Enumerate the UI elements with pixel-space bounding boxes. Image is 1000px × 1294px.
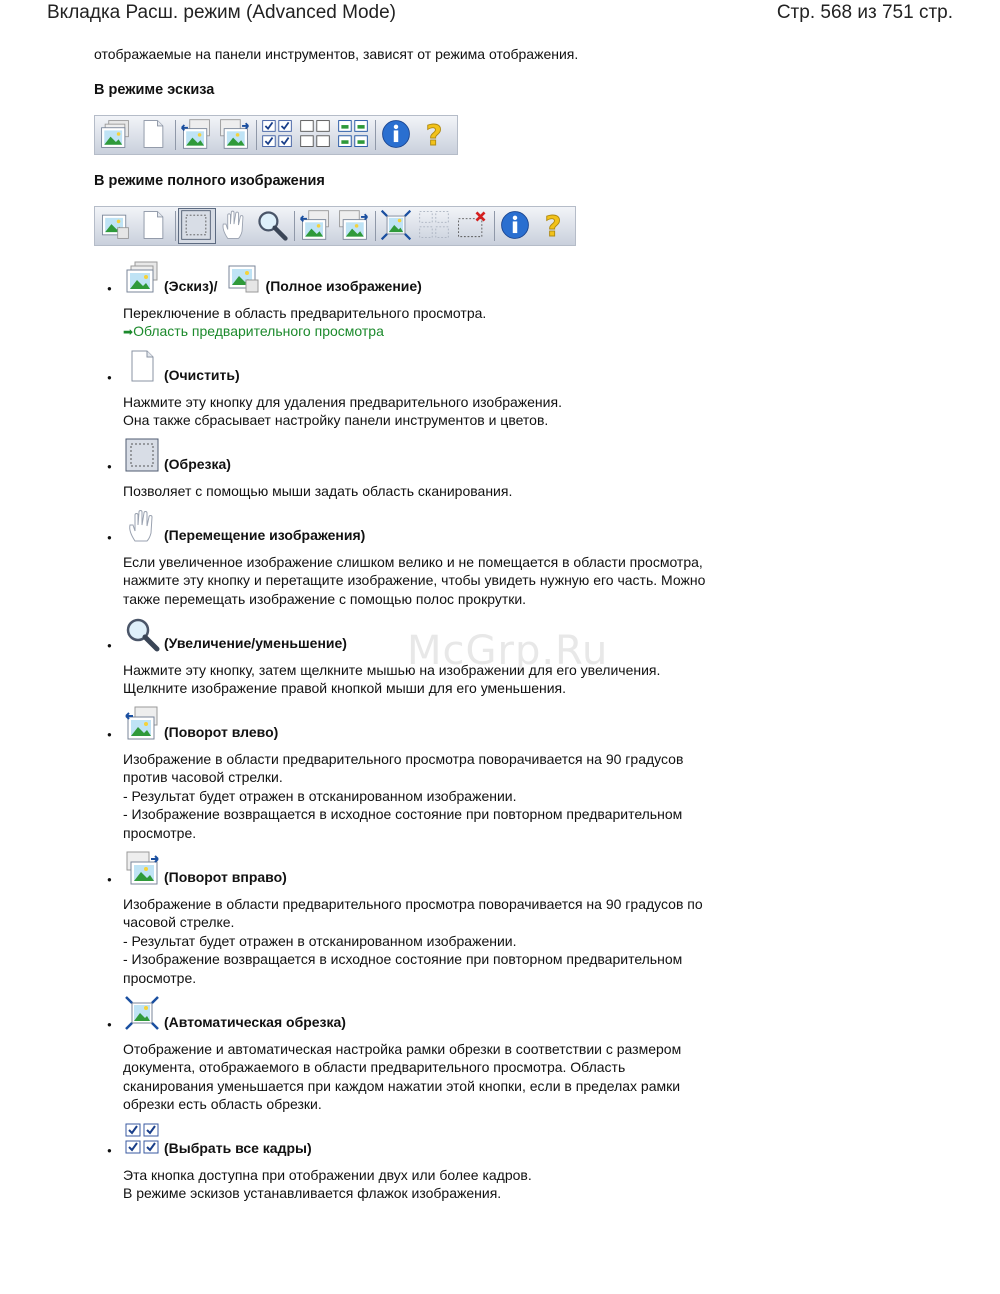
arrow-right-icon: ➡ [123, 325, 134, 340]
zoom-button[interactable] [254, 208, 292, 244]
description-line: обрезки есть область обрезки. [123, 1096, 322, 1113]
item-title: (Автоматическая обрезка) [164, 1014, 346, 1030]
description-line: часовой стрелке. [123, 914, 235, 931]
bullet: ● [107, 1146, 112, 1155]
auto-crop-icon [123, 994, 161, 1032]
toggle-frames-icon [336, 117, 372, 153]
bullet: ● [107, 875, 112, 884]
description-line: - Результат будет отражен в отсканированном изображении. [123, 787, 517, 804]
rotate-right-button[interactable] [335, 208, 373, 244]
item-heading [123, 704, 278, 742]
rotate-left-icon [179, 117, 215, 153]
description-line: Переключение в область предварительного просмотра. [123, 305, 487, 321]
svg-text:?: ? [544, 209, 562, 242]
move-image-icon [123, 507, 161, 545]
crop-icon [123, 436, 161, 474]
description-line: Если увеличенное изображение слишком велико и не помещается в области просмотра, [123, 554, 703, 570]
toolbar-whole-image-mode [94, 206, 576, 246]
help-button[interactable] [535, 208, 573, 244]
item-heading [123, 507, 365, 545]
description-line: - Изображение возвращается в исходное состояние при повторном предварительном [123, 951, 683, 968]
toolbar-separator [294, 211, 295, 241]
info-button[interactable] [378, 117, 416, 153]
item-heading [123, 615, 347, 653]
clear-button[interactable] [135, 208, 173, 244]
bullet: ● [107, 462, 112, 471]
description-line: против часовой стрелки. [123, 769, 283, 786]
item-description [123, 1166, 763, 1203]
description-line: - Результат будет отражен в отсканированном изображении. [123, 932, 517, 949]
zoom-icon [123, 615, 161, 653]
description-line: нажмите эту кнопку и перетащите изображение, чтобы увидеть нужную его часть. Можно [123, 572, 706, 589]
help-icon [536, 208, 572, 244]
bullet: ● [107, 373, 112, 382]
description-line: также перемещать изображение с помощью полос прокрутки. [123, 590, 527, 607]
item-title: (Выбрать все кадры) [164, 1140, 312, 1156]
clear-icon [123, 347, 161, 385]
help-icon [417, 117, 453, 153]
toolbar-separator [256, 120, 257, 150]
item-heading [123, 258, 422, 296]
rotate-right-icon [123, 849, 161, 887]
description-line: Эта кнопка доступна при отображении двух или более кадров. [123, 1167, 532, 1183]
thumbnail-icon [123, 258, 161, 296]
thumbnail-icon [98, 117, 134, 153]
clear-button[interactable] [135, 117, 173, 153]
header-title: Вкладка Расш. режим (Advanced Mode) [47, 2, 396, 23]
link-label[interactable]: Область предварительного просмотра [133, 323, 384, 340]
item-heading [123, 436, 231, 474]
description-line: Изображение в области предварительного просмотра поворачивается на 90 градусов по [123, 896, 703, 912]
select-all-crop-frames-button[interactable] [416, 208, 454, 244]
item-title: (Увеличение/уменьшение) [164, 635, 347, 651]
crop-icon [179, 208, 215, 244]
preview-area-link[interactable] [123, 322, 763, 341]
item-description [123, 482, 763, 500]
item-title: (Обрезка) [164, 456, 231, 472]
rotate-left-button[interactable] [297, 208, 335, 244]
item-description [123, 661, 763, 698]
section-title-thumbnail: В режиме эскиза [94, 82, 215, 98]
section-title-whole-image: В режиме полного изображения [94, 173, 325, 189]
description-line: сканирования уменьшается при каждом нажатии этой кнопки, если в пределах рамки [123, 1077, 681, 1094]
item-heading [123, 347, 240, 385]
bullet: ● [107, 641, 112, 650]
toolbar-separator [175, 211, 176, 241]
item-title: (Перемещение изображения) [164, 527, 366, 543]
bullet: ● [107, 730, 112, 739]
move-image-button[interactable] [216, 208, 254, 244]
description-line: Позволяет с помощью мыши задать область сканирования. [123, 483, 513, 499]
select-all-frames-icon [123, 1120, 161, 1158]
item-description [123, 553, 763, 608]
remove-crop-frame-button[interactable] [454, 208, 492, 244]
intro-text: отображаемые на панели инструментов, зависят от режима отображения. [94, 46, 579, 62]
rotate-left-icon [298, 208, 334, 244]
page-number: Стр. 568 из 751 стр. [776, 2, 953, 23]
select-all-crop-frames-icon [417, 208, 453, 244]
description-line: Нажмите эту кнопку, затем щелкните мышью на изображении для его увеличения. [123, 662, 661, 678]
description-line: В режиме эскизов устанавливается флажок изображения. [123, 1185, 502, 1202]
cancel-all-frames-button[interactable] [297, 117, 335, 153]
item-title: (Эскиз)/ [164, 278, 218, 294]
whole-image-icon [224, 258, 262, 296]
move-image-icon [217, 208, 253, 244]
item-title: (Полное изображение) [265, 278, 422, 294]
watermark: McGrp.Ru [407, 628, 609, 674]
select-all-frames-icon [260, 117, 296, 153]
description-line: просмотре. [123, 824, 197, 841]
description-line: Щелкните изображение правой кнопкой мыши для его уменьшения. [123, 680, 567, 697]
info-icon [379, 117, 415, 153]
rotate-left-button[interactable] [178, 117, 216, 153]
toolbar-separator [175, 120, 176, 150]
description-line: - Изображение возвращается в исходное состояние при повторном предварительном [123, 806, 683, 823]
bullet: ● [107, 284, 112, 293]
item-title: (Поворот вправо) [164, 869, 287, 885]
item-title: (Очистить) [164, 367, 240, 383]
select-all-frames-button[interactable] [259, 117, 297, 153]
item-heading [123, 1120, 312, 1158]
info-button[interactable] [497, 208, 535, 244]
info-icon [498, 208, 534, 244]
help-button[interactable] [416, 117, 454, 153]
item-description [123, 304, 763, 342]
clear-icon [136, 117, 172, 153]
description-line: Нажмите эту кнопку для удаления предварительного изображения. [123, 394, 562, 410]
auto-crop-button[interactable] [378, 208, 416, 244]
description-line: Отображение и автоматическая настройка рамки обрезки в соответствии с размером [123, 1041, 682, 1057]
description-line: Изображение в области предварительного просмотра поворачивается на 90 градусов [123, 751, 684, 767]
bullet: ● [107, 1020, 112, 1029]
whole-image-icon [98, 208, 134, 244]
item-description [123, 750, 763, 842]
item-description [123, 393, 763, 430]
auto-crop-icon [379, 208, 415, 244]
description-line: документа, отображаемого в области предварительного просмотра. Область [123, 1059, 626, 1076]
thumbnail-button[interactable] [97, 117, 135, 153]
toggle-frames-button[interactable] [335, 117, 373, 153]
toolbar-separator [494, 211, 495, 241]
item-heading [123, 849, 287, 887]
item-description [123, 1040, 763, 1114]
description-line: просмотре. [123, 969, 197, 986]
toolbar-thumbnail-mode [94, 115, 458, 155]
rotate-left-icon [123, 704, 161, 742]
rotate-right-icon [217, 117, 253, 153]
item-description [123, 895, 763, 987]
toolbar-separator [375, 120, 376, 150]
whole-image-button[interactable] [97, 208, 135, 244]
rotate-right-button[interactable] [216, 117, 254, 153]
zoom-icon [255, 208, 291, 244]
item-title: (Поворот влево) [164, 724, 279, 740]
remove-crop-frame-icon [455, 208, 491, 244]
item-heading [123, 994, 346, 1032]
bullet: ● [107, 533, 112, 542]
svg-text:?: ? [425, 118, 443, 151]
cancel-all-frames-icon [298, 117, 334, 153]
description-line: Она также сбрасывает настройку панели инструментов и цветов. [123, 412, 549, 429]
rotate-right-icon [336, 208, 372, 244]
crop-button[interactable] [178, 208, 216, 244]
toolbar-separator [375, 211, 376, 241]
clear-icon [136, 208, 172, 244]
